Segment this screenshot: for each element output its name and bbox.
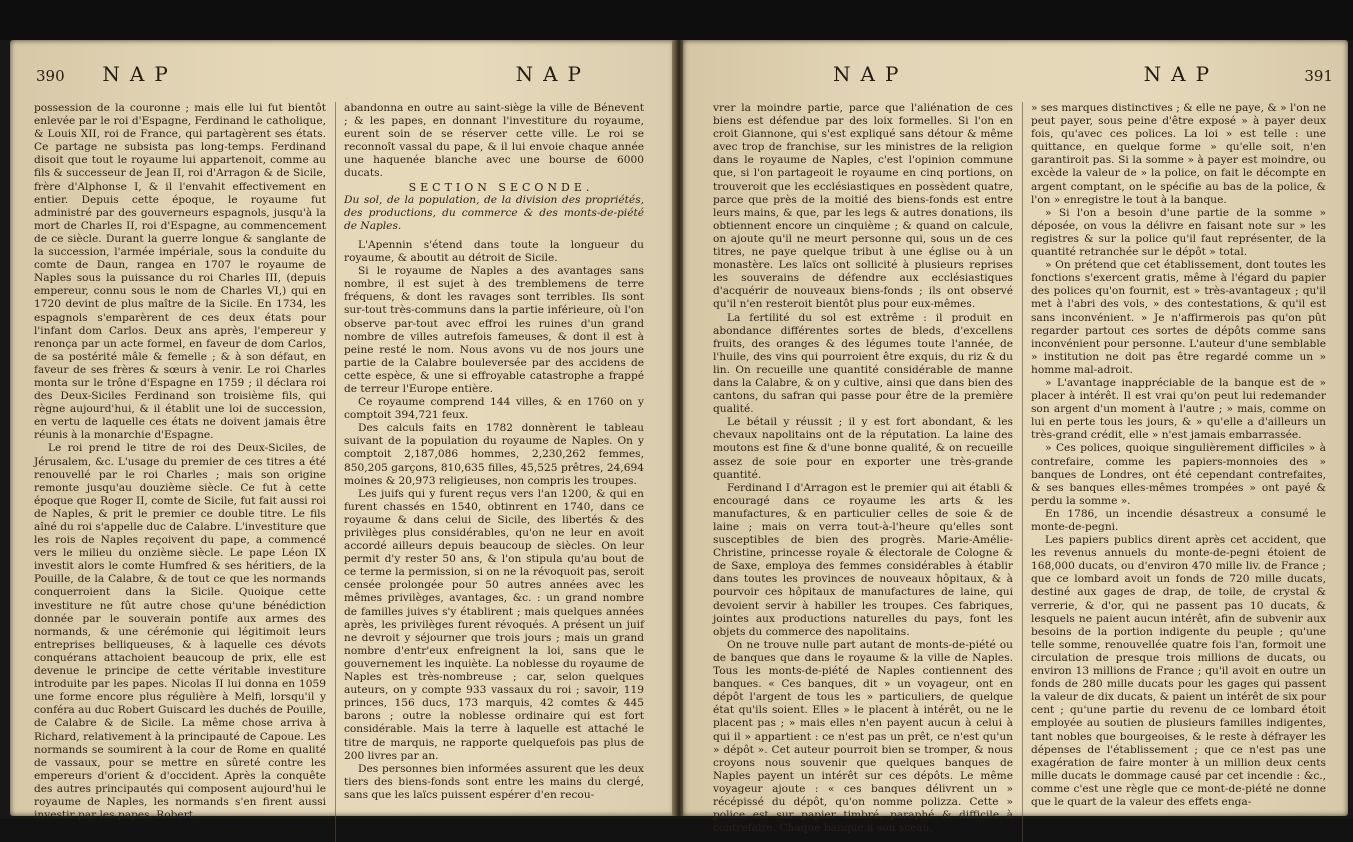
paragraph: En 1786, un incendie désastreux a consumé le monte-de-pegni. — [1031, 507, 1326, 533]
paragraph: » ses marques distinctives ; & elle ne paye, & » l'on ne peut payer, sous peine d'être exposé » à payer deux fois, qu'avec ces polices. La loi » est telle : une quittance, en quelque forme » qu'elle soit, n'en garantiroit pas. Si la somme » à payer est moindre, ou excède la valeur de » la police, on fait le décompte en argent comptant, on le spécifie au bas de la police, & l'on » enregistre le tout à la banque. — [1031, 102, 1326, 206]
left-running-head — [36, 62, 651, 92]
paragraph: abandonna en outre au saint-siège la ville de Bénevent ; & les papes, en donnant l'investiture du royaume, eurent soin de se réserver cette ville. Le roi se reconnoît vassal du pape, & il lui envoie chaque année une haquenée blanche avec une bourse de 6000 ducats. — [344, 102, 644, 180]
paragraph: Les papiers publics dirent après cet accident, que les revenus annuels du monte-de-pegni étoient de 168,000 ducats, ou d'environ 470 mille liv. de France ; que ce lombard avoit un fonds de 720 mille ducats, destiné aux gages de drap, de toile, de crystal & verrerie, & d'or, qui ne passent pas 10 ducats, & lesquels ne paient aucun intérêt, afin de subvenir aux besoins de la portion indigente du peuple ; qu'une telle somme, renouvellée quatre fois l'an, formoit une circulation de presque trois millions de ducats, ou environ 13 millions de France ; qu'il avoit en outre un fonds de 280 mille ducats pour les gages qui passent la valeur de dix ducats, & paient un intérêt de six pour cent ; qu'une partie du revenu de ce lombard étoit employée au soutien de plusieurs familles indigentes, tant nobles que bourgeoises, & le reste à défrayer les dépenses de l'établissement ; que ce n'est pas une exagération de faire monter à un million deux cents mille ducats le dommage causé par cet incendie : &c., comme c'est une règle que ce mont-de-piété ne donne que le quart de la valeur des effets enga- — [1031, 534, 1326, 808]
right-page — [683, 40, 1348, 835]
right-running-head — [833, 62, 1333, 92]
paragraph: On ne trouve nulle part autant de monts-de-piété ou de banques que dans le royaume & la ville de Naples. Tous les monts-de-piété de Naples contiennent des banques. « Ces banques, dit » un voyageur, ont en dépôt l'argent de tous les » particuliers, de quelque état qu'ils soient. Elles » le placent à intérêt, ou ne le placent pas ; » mais elles n'en payent aucun à celui à qui il » appartient : ce n'est pas un prêt, ce n'est qu'un » dépôt ». Cet auteur pourroit bien se tromper, & nous croyons nous souvenir que quelques banques de Naples payent un intérêt sur ces dépôts. Le même voyageur ajoute : « ces banques délivrent un » récépissé du dépôt, qu'on nomme polizza. Cette » police est sur papier timbré, paraphé & difficile à contrefaire. Chaque banque a son sceau, — [713, 638, 1013, 835]
column-rule — [335, 102, 336, 842]
right-head-word-1: NAP — [833, 62, 909, 86]
section-summary: Du sol, de la population, de la division des propriétés, des productions, du commerce & des monts-de-piété de Naples. — [344, 193, 644, 232]
paragraph: L'Apennin s'étend dans toute la longueur du royaume, & aboutit au détroit de Sicile. — [344, 238, 644, 265]
paragraph: » Ces polices, quoique singulièrement difficiles » à contrefaire, comme les papiers-monnoies des » banques de Londres, ont été cependant contrefaites, & ses banques elles-mêmes trompées » ont payé & perdu la somme ». — [1031, 442, 1326, 507]
right-column-2 — [1031, 102, 1326, 809]
right-folio: 391 — [1304, 67, 1333, 85]
paragraph: possession de la couronne ; mais elle lui fut bientôt enlevée par le roi d'Espagne, Ferdinand le catholique, & Louis XII, roi de France, qui partagèrent ses états. Ce partage ne subsista pas long-temps. Ferdinand disoit que tout le royaume lui appartenoit, comme au fils & successeur de Jean II, roi d'Arragon & de Sicile, frère d'Alphonse I, & il l'envahit effectivement en entier. Depuis cette époque, le royaume fut administré par des gouverneurs espagnols, jusqu'à la mort de Charles II, roi d'Espagne, au commencement de ce siècle. Durant la guerre longue & sanglante de la succession, l'armée impériale, sous la conduite du comte de Daun, rangea en 1707 le royaume de Naples sous la puissance du roi Charles III, (depuis empereur, connu sous le nom de Charles VI,) qui en 1720 devint de plus maître de la Sicile. En 1734, les espagnols s'emparèrent de ces deux états pour l'infant dom Carlos. Deux ans après, l'empereur y renonça par un acte formel, en faveur de dom Carlos, de sa postérité mâle & femelle ; & à son défaut, en faveur de ses frères & sœurs à venir. Le roi Charles monta sur le trône d'Espagne en 1759 ; il déclara roi des Deux-Siciles Ferdinand son troisième fils, qui règne aujourd'hui, & il établit une loi de succession, en vertu de laquelle ces états ne doivent jamais être réunis à la monarchie d'Espagne. — [34, 102, 326, 442]
paragraph: Le bétail y réussit ; il y est fort abondant, & les chevaux napolitains ont de la réputation. La laine des moutons est fine & d'une bonne qualité, & on recueille assez de soie pour en exporter une très-grande quantité. — [713, 416, 1013, 481]
section-title: SECTION SECONDE. — [408, 180, 594, 194]
right-column-1 — [713, 102, 1013, 835]
column-rule — [1022, 102, 1023, 842]
paragraph: Le roi prend le titre de roi des Deux-Siciles, de Jérusalem, &c. L'usage du premier de ces titres a été renouvellé par le roi Charles ; mais son origine remonte jusqu'au douzième siècle. Ce fut à cette époque que Roger II, comte de Sicile, fut fait aussi roi de Naples, & prit le premier ce double titre. Le fils aîné du roi s'appelle duc de Calabre. L'investiture que les rois de Naples reçoivent du pape, a commencé vers le milieu du onzième siècle. Le pape Léon IX investit alors le comte Humfred & ses héritiers, de la Pouille, de la Calabre, & de tout ce que les normands conquerroient dans la Sicile. Quoique cette investiture ne fût autre chose qu'une bénédiction donnée par le souverain pontife aux armes des normands, & une cérémonie qui légitimoit leurs entreprises belliqueuses, & à laquelle ces dévots conquérans attachoient beaucoup de prix, elle est devenue le principe de cette véritable investiture introduite par les papes. Nicolas II lui donna en 1059 une forme encore plus régulière à Melfi, lorsqu'il y conféra au duc Robert Guiscard les duchés de Pouille, de Calabre & de Sicile. La même chose arriva à Richard, relativement à la principauté de Capoue. Les normands se soumirent à la cour de Rome en qualité de vassaux, pour se mettre en sûreté contre les empereurs d'orient & d'occident. Après la conquête des autres principautés qui composent aujourd'hui le royaume de Naples, les normands s'en firent aussi investir par les papes. Robert — [34, 442, 326, 822]
right-head-word-2: NAP — [1143, 62, 1220, 86]
left-column-1 — [34, 102, 326, 822]
paragraph: » L'avantage inappréciable de la banque est de » placer à intérêt. Il est vrai qu'on peut lui redemander son argent d'un moment à l'autre ; » mais, comme on lui en perte tous les jours, & » qu'elle a d'ailleurs un très-grand crédit, elle » n'est jamais embarrassée. — [1031, 376, 1326, 442]
background-top — [0, 0, 1353, 40]
paragraph: Si le royaume de Naples a des avantages sans nombre, il est sujet à des tremblemens de terre fréquens, & dont les ravages sont terribles. Ils sont sur-tout très-communs dans la partie inférieure, où l'on observe par-tout avec effroi les ruines d'un grand nombre de villes autrefois fameuses, & dont il est à peine resté le nom. Nous avons vu de nos jours une partie de la Calabre bouleversée par des accidens de cette espèce, & une si effroyable catastrophe a frappé de terreur l'Europe entière. — [344, 265, 644, 395]
paragraph: » Si l'on a besoin d'une partie de la somme » déposée, on vous la délivre en faisant note sur » les registres & sur la police qu'il faut représenter, de la quantité retranchée sur le dépôt » total. — [1031, 206, 1326, 259]
paragraph: Des calculs faits en 1782 donnèrent le tableau suivant de la population du royaume de Naples. On y comptoit 2,187,086 hommes, 2,230,262 femmes, 850,205 garçons, 810,635 filles, 45,525 prêtres, 24,694 moines & 20,973 religieuses, non compris les troupes. — [344, 422, 644, 487]
left-column-2 — [344, 102, 644, 802]
paragraph: » On prétend que cet établissement, dont toutes les fonctions s'exercent gratis, même à l'égard du papier des polices qu'on fournit, est » très-avantageux ; qu'il met à l'abri des vols, » des contestations, & qu'il est sans inconvénient. » Je n'affirmerois pas qu'on pût regarder partout ces sortes de dépôts comme sans inconvénient pour personne. L'auteur d'une semblable » institution ne doit pas être regardé comme un » homme mal-adroit. — [1031, 259, 1326, 376]
left-folio: 390 — [36, 67, 65, 85]
paragraph: Les juifs qui y furent reçus vers l'an 1200, & qui en furent chassés en 1540, obtinrent en 1740, dans ce royaume & dans celui de Sicile, des libertés & des privilèges plus considérables, qu'on ne leur en avoit accordé ailleurs depuis beaucoup de siècles. On leur permit d'y rester 50 ans, & l'on stipula qu'au bout de ce terme la permission, si on ne la révoquoit pas, seroit censée prolongée pour 50 autres années avec les mêmes privilèges, avantages, &c. : un grand nombre de familles juives s'y établirent ; mais quelques années après, les privilèges furent révoqués. A présent un juif ne devroit y séjourner que trois jours ; mais un grand nombre d'entr'eux enfreignent la loi, sans que le gouvernement les inquiète. La noblesse du royaume de Naples est très-nombreuse ; car, selon quelques auteurs, on y compte 933 vassaux du roi ; savoir, 119 princes, 156 ducs, 173 marquis, 42 comtes & 445 barons ; outre la noblesse ordinaire qui est fort considérable. Mais la terre à laquelle est attaché le titre de marquis, ne rapporte quelquefois pas plus de 200 livres par an. — [344, 487, 644, 762]
paragraph: Ce royaume comprend 144 villes, & en 1760 on y comptoit 394,721 feux. — [344, 396, 644, 422]
paragraph: vrer la moindre partie, parce que l'aliénation de ces biens est défendue par des loix formelles. Si l'on en croit Giannone, qui s'est expliqué sans détour & même avec trop de franchise, sur les ministres de la religion dans le royaume de Naples, c'est l'opinion commune que, si l'on partageoit le royaume en cinq portions, on trouveroit que les ecclésiastiques en possèdent quatre, parce que près de la moitié des biens-fonds est entre leurs mains, & que, par les legs & autres donations, ils obtiennent encore un cinquième ; & quand on calcule, on ajoute qu'il ne meurt personne qui, sous un de ces titres, ne paye quelque tribut à une église ou à un monastère. Les laïcs ont sollicité à plusieurs reprises les souverains de défendre aux ecclésiastiques d'acquérir de nouveaux biens-fonds ; ils ont observé qu'il n'en resteroit bientôt plus pour eux-mêmes. — [713, 102, 1013, 311]
left-head-word-1: NAP — [102, 62, 178, 86]
left-head-word-2: NAP — [515, 62, 591, 86]
paragraph: La fertilité du sol est extrême : il produit en abondance différentes sortes de bleds, d'excellens fruits, des oranges & des légumes toute l'année, de l'huile, des vins qui pourroient être exquis, du riz & du lin. On recueille une quantité considérable de manne dans la Calabre, & on y cultive, ainsi que dans bien des cantons, du safran qui passe pour être de la première qualité. — [713, 311, 1013, 416]
left-page — [10, 40, 675, 822]
paragraph: Ferdinand I d'Arragon est le premier qui ait établi & encouragé dans ce royaume les arts & les manufactures, & en particulier celles de soie & de laine ; mais on verra tout-à-l'heure qu'elles sont susceptibles de bien des progrès. Marie-Amélie-Christine, princesse royale & électorale de Cologne & de Saxe, employa des femmes considérables à établir dans toutes les provinces de nouveaux hôpitaux, & à pourvoir ces hôpitaux de manufactures de laine, qui devoient servir à habiller les troupes. Ces fabriques, jointes aux productions naturelles du pays, font les objets du commerce des napolitains. — [713, 481, 1013, 638]
paragraph: Des personnes bien informées assurent que les deux tiers des biens-fonds sont entre les mains du clergé, sans que les laïcs puissent espérer d'en recou- — [344, 762, 644, 801]
